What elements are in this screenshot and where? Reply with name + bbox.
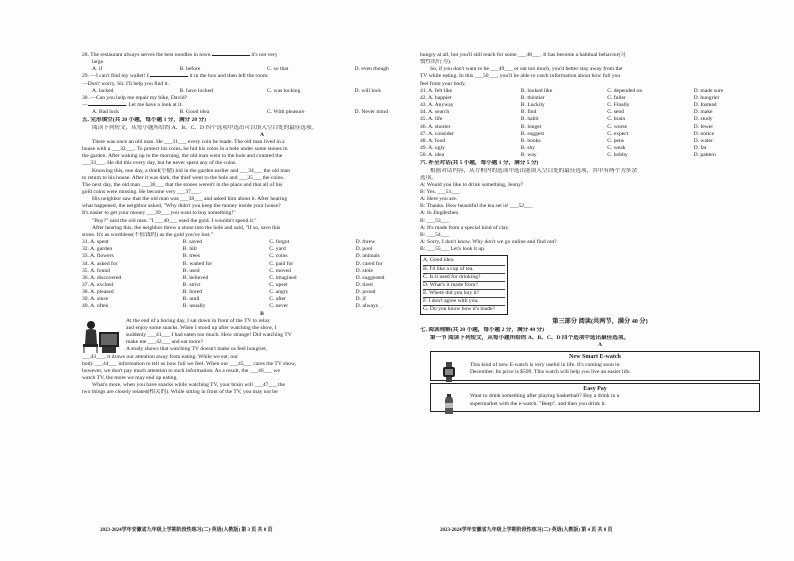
- cloze-section-title: 五. 完形填空(共 20 小题，每小题 1 分，满分 20 分): [82, 117, 206, 124]
- option: B. thirstier: [520, 94, 545, 101]
- option: D. notice: [693, 130, 715, 137]
- q28-options: [82, 66, 442, 73]
- q29-reply: —Don't worry, Sir. I'll help you find it.: [82, 80, 170, 87]
- option: B. trees: [182, 253, 200, 260]
- passage-b-line: watch TV, the more we may end up eating.: [82, 375, 178, 382]
- q29-option-b: B. have locked: [179, 87, 213, 94]
- option: D. cared for: [355, 260, 383, 267]
- q28-option-d: D. even though: [354, 66, 389, 73]
- option: 41. A. felt like: [420, 87, 453, 94]
- option: B. longer: [520, 123, 542, 130]
- passage-b-options: [420, 88, 780, 160]
- q28-stem-end: large.: [92, 59, 105, 66]
- passage-b-line: and enjoy some snacks. When I stood up after watching the show, I: [126, 324, 277, 331]
- option: B. find: [520, 109, 537, 116]
- option: D. suggested: [355, 274, 385, 281]
- option: D. make: [693, 109, 713, 116]
- dialogue-line: A: Here you are.: [420, 196, 458, 203]
- option: B. bored: [182, 289, 203, 296]
- option: C. angry: [269, 289, 289, 296]
- option: D. water: [693, 137, 713, 144]
- option: D. study: [693, 116, 713, 123]
- passage-a-line: to return to his house. After it was dark, the thief went to the hole and ___35___ the coins.: [82, 174, 285, 181]
- option: D. hungrier: [693, 94, 720, 101]
- passage-a: [82, 139, 442, 239]
- q28-stem-tail: it's not very: [251, 52, 278, 58]
- option: D. if: [355, 296, 366, 303]
- passage-b-line: make me ___42___ and eat more?: [126, 339, 203, 346]
- option: C. worse: [607, 123, 628, 130]
- dialogue-section-title: 六. 补全对话(共 5 小题，每小题 1 分，满分 5 分): [420, 160, 539, 167]
- q28-stem: 28. The restaurant always serves the best noodles in town: [82, 52, 211, 58]
- q29-stem-tail: it in the box and then left the room.: [189, 73, 269, 80]
- option: D. fewer: [693, 123, 714, 130]
- q30-option-a: A. Bad luck: [92, 109, 119, 116]
- question-30: [82, 95, 442, 116]
- option: B. habit: [520, 116, 539, 123]
- passage-a-line: The next day, the old man ___36___ that the stones weren't in the place and that all of his: [82, 181, 283, 188]
- option: 32. A. garden: [82, 246, 113, 253]
- passage-b: [82, 318, 442, 397]
- option: C. pens: [607, 137, 624, 144]
- dialogue-line: B: ___53___: [420, 217, 450, 224]
- option: D. always: [355, 303, 378, 310]
- ad1-text: December. Its price is $599. This watch will help you live an easier life.: [470, 369, 631, 376]
- e-watch-icon: [437, 362, 461, 382]
- option: D. tired: [355, 282, 373, 288]
- q30-option-c: C. With pleasure: [267, 109, 305, 116]
- reading-instructions: 第一节 阅读下列短文，从每小题所给的 A、B、C、D 四个选项中选出最佳选项。: [430, 334, 630, 341]
- passage-b-line: So, if you don't want to be ___49___ or eat too much, you'd better stay away from the: [430, 66, 623, 73]
- dialogue-option: B. I'd like a cup of tea.: [423, 266, 505, 274]
- q30-options: [82, 109, 442, 116]
- option: C. depended on: [607, 87, 643, 94]
- q30-option-d: D. Never mind: [354, 109, 388, 116]
- option: C. hobby: [607, 152, 628, 159]
- option: B. Luckily: [520, 102, 545, 109]
- q28-option-c: C. so that: [267, 66, 289, 73]
- question-29: [82, 73, 442, 94]
- option: D. Instead: [693, 102, 717, 109]
- passage-b-line: ___43___, it draws our attention away from eating. While we eat, our: [82, 353, 238, 360]
- option: D. pool: [355, 246, 373, 253]
- q30-dash: —: [82, 102, 88, 109]
- option: B. until: [182, 296, 200, 303]
- option: 31. A. spent: [82, 239, 109, 246]
- q29-option-d: D. will lock: [354, 87, 382, 94]
- option: C. weak: [607, 145, 626, 152]
- dialogue: [420, 182, 780, 254]
- page-4: [420, 52, 780, 522]
- passage-a-options: [82, 239, 442, 311]
- passage-a-line: It's easier to get your money ___39___ you want to buy something!": [82, 210, 236, 217]
- option: B. strict: [182, 282, 201, 288]
- drink-bottle-icon: [437, 394, 461, 414]
- option: B. looked like: [520, 87, 553, 94]
- option: C. never: [269, 303, 289, 310]
- option: B. believed: [182, 274, 209, 281]
- dialogue-option: F. I don't agree with you.: [423, 298, 505, 306]
- option: B. used: [182, 267, 200, 274]
- option: C. moved: [269, 267, 291, 274]
- dialogue-options-box: [420, 255, 508, 315]
- option: C. fuller: [607, 94, 626, 101]
- q30-stem: 30. —Can you help me repair my bike, David?: [82, 94, 188, 101]
- passage-a-line: ___33___. He did this every day, but he never spent any of the coins.: [82, 160, 237, 167]
- dialogue-line: B: Yes. ___51___: [420, 188, 460, 195]
- option: D. animals: [355, 253, 380, 260]
- q29-options: [82, 88, 442, 95]
- ad1-title: New Smart E-watch: [569, 353, 621, 360]
- passage-b-line: At the end of a boring day, I sat down in front of the TV to relax: [126, 317, 270, 324]
- option: 37. A. excited: [82, 282, 114, 288]
- ad-smart-ewatch: [430, 351, 760, 381]
- passage-a-line: His neighbor saw that the old man was ___38___ and asked him about it. After hearing: [92, 196, 288, 203]
- q29-option-c: C. was locking: [267, 87, 301, 94]
- q30-blank: [88, 105, 126, 106]
- option: 35. A. found: [82, 267, 110, 274]
- q29-option-a: A. lacked: [92, 87, 114, 94]
- passage-b-line: body ___44___ information to tell us how full we feel. When our ___45___ cares the TV show,: [82, 360, 297, 367]
- passage-a-line: house with a ___32___. To protect his coins, he hid his coins in a hole under some stones in: [82, 146, 288, 153]
- option: C. forgot: [269, 239, 290, 246]
- option: 33. A. flowers: [82, 253, 114, 260]
- passage-b-line: A study shows that watching TV doesn't make us feel hungrier,: [126, 346, 268, 353]
- passage-a-line: Knowing this, one day, a thief(小偷) hid in the garden earlier and ___34___ the old man: [92, 167, 291, 174]
- passage-b-line: two things are closely related(相关的). While sitting in front of the TV, you may not be: [82, 389, 278, 396]
- ad2-text: Want to drink something after playing basketball? Buy a drink in a: [470, 393, 620, 400]
- q29-stem: 29. —I can't find my wallet! I: [82, 73, 149, 80]
- passage-b-label: B: [260, 310, 264, 317]
- option: B. usually: [182, 303, 206, 310]
- option: C. yard: [269, 246, 286, 253]
- option: 36. A. discovered: [82, 274, 122, 281]
- q29-blank: [150, 76, 188, 77]
- dialogue-line: A: It's made from a special kind of clay.: [420, 224, 510, 231]
- option: D. proud: [355, 289, 376, 296]
- dialogue-instructions: 根据对话内容，从方框内的选项中选出能填入空白处的最佳选项，其中有两个为多余: [430, 167, 637, 174]
- ad2-title: Easy Pay: [583, 385, 607, 392]
- passage-a-line: gold coins were missing. He become very ___37___.: [82, 188, 201, 195]
- passage-a-line: what happened, the neighbor asked, "Why didn't you keep the money inside your house?: [82, 203, 281, 210]
- option: 40. A. often: [82, 303, 109, 310]
- passage-b-line: What's more, when you have snacks while watching TV, your brain will ___47___ the: [92, 382, 285, 389]
- option: D. stole: [355, 267, 373, 274]
- passage-a-line: "Buy?" said the old man. "I ___40___ used the gold. I wouldn't spend it.": [92, 217, 257, 224]
- option: C. send: [607, 109, 624, 116]
- passage-a-line: There was once an old man. He ___31___ every coin he made. The old man lived in a: [92, 138, 285, 145]
- passage-b-line: feel from your body.: [420, 80, 466, 87]
- option: C. upset: [269, 282, 288, 288]
- option: D. fat: [693, 145, 707, 152]
- dialogue-line: A: Would you like to drink something, Jenny?: [420, 181, 524, 188]
- option: 48. A. food: [420, 137, 446, 144]
- option: C. after: [269, 296, 286, 303]
- option: C. coins: [269, 253, 288, 260]
- option: C. expect: [607, 130, 629, 137]
- passage-a-line: the garden. After waking up in the morning, the old man went to the hole and counted the: [82, 153, 283, 160]
- option: D. pattern: [693, 152, 716, 159]
- option: 43. A. Anyway: [420, 102, 454, 109]
- option: 42. A. happier: [420, 94, 452, 101]
- option: 38. A. pleased: [82, 289, 114, 296]
- page-3: [82, 52, 442, 522]
- reading-a-label: A: [597, 341, 603, 348]
- page-4-footer: 2023-2024学年安徽省九年级上学期阶段性练习(二)·英语(人教版) 第 4 页 共 8 页: [440, 528, 613, 533]
- option: 39. A. since: [82, 296, 109, 303]
- q28-option-a: A. if: [92, 66, 103, 73]
- ad-easy-pay: [430, 383, 760, 413]
- dialogue-line: A: Sorry, I don't know. Why don't we go online and find out?: [420, 239, 557, 246]
- q30-reply: . Let me have a look at it.: [125, 102, 183, 109]
- part3-title: 第三部分 阅读(共两节，满分 40 分): [552, 318, 648, 326]
- option: C. Finally: [607, 102, 630, 109]
- option: B. shy: [520, 145, 536, 152]
- option: 44. A. search: [420, 109, 450, 116]
- option: B. suggest: [520, 130, 545, 137]
- dialogue-option: D. What's it made from?: [423, 282, 505, 290]
- question-28: [82, 52, 442, 73]
- passage-b-line: suddenly ___41___ I had eaten too much. How strange! Did watching TV: [126, 332, 292, 339]
- option: 50. A. idea: [420, 152, 445, 159]
- option: C. paid for: [269, 260, 294, 267]
- passage-a-line: stone. It's as worthless(不值钱的) as the gold you've lost.": [82, 231, 214, 238]
- option: D. made sure: [693, 87, 724, 94]
- passage-b-continued: [420, 52, 780, 88]
- ad1-text: This kind of new E-watch is very useful in life. It's coming soon in: [470, 361, 620, 368]
- dialogue-option: E. Where did you buy it?: [423, 290, 505, 298]
- ad2-text: supermarket with the e-watch. "Beep", and then you drink it.: [470, 400, 606, 407]
- cloze-instructions: 阅读下列短文，从每小题所给的 A、B、C、D 四个选项中选出可以填入空白处的最佳选项。: [92, 124, 318, 131]
- reading-section-title: 七. 阅读理解(共 20 小题，每小题 2 分，满分 40 分): [420, 327, 544, 334]
- dialogue-line: B: ___54___: [420, 231, 450, 238]
- dialogue-option: A. Good idea.: [423, 257, 505, 265]
- option: 46. A. shorter: [420, 123, 451, 130]
- option: B. way: [520, 152, 537, 159]
- option: C. brain: [607, 116, 626, 123]
- page-3-footer: 2023-2024学年安徽省九年级上学期阶段性练习(二)·英语(人教版) 第 3 页 共 8 页: [100, 528, 273, 533]
- dialogue-line: A: In Jingdezhen.: [420, 210, 460, 217]
- option: 34. A. asked for: [82, 260, 118, 267]
- passage-b-line: 惯性的行为).: [420, 59, 452, 66]
- option: 45. A. life: [420, 116, 443, 123]
- q28-option-b: B. before: [179, 66, 201, 73]
- passage-a-label: A: [259, 131, 265, 138]
- dialogue-option: C. Is it used for drinking?: [423, 274, 505, 282]
- passage-a-line: After hearing this, the neighbor threw a stone into the hole and said, "If so, save this: [92, 224, 281, 231]
- dialogue-line: B: Thanks. How beautiful the tea set is! ___52___: [420, 203, 533, 210]
- passage-b-line: TV while eating. In this ___50___, you'll be able to catch information about how full you: [420, 73, 621, 80]
- passage-b-line: hungry at all, but you'll still reach for some ___48___. It has become a habitual behavior(习: [420, 52, 626, 58]
- q30-option-b: B. Good idea: [179, 109, 210, 116]
- option: C. imagined: [269, 274, 297, 281]
- option: D. threw: [355, 239, 376, 246]
- q28-blank: [212, 55, 250, 56]
- option: B. saved: [182, 239, 203, 246]
- dialogue-instructions-tail: 选项。: [420, 174, 437, 181]
- option: B. books: [520, 137, 541, 144]
- dialogue-line: B: ___55___ Let's look it up.: [420, 246, 486, 253]
- option: 49. A. ugly: [420, 145, 445, 152]
- tv-viewer-illustration: [82, 318, 120, 354]
- passage-b-line: however, we don't pay much attention to such information. As a result, the ___46___ we: [82, 367, 280, 374]
- option: 47. A. consider: [420, 130, 454, 137]
- option: B. waited for: [182, 260, 213, 267]
- dialogue-option: G. Do you know how it's made?: [423, 306, 496, 313]
- option: B. hill: [182, 246, 197, 253]
